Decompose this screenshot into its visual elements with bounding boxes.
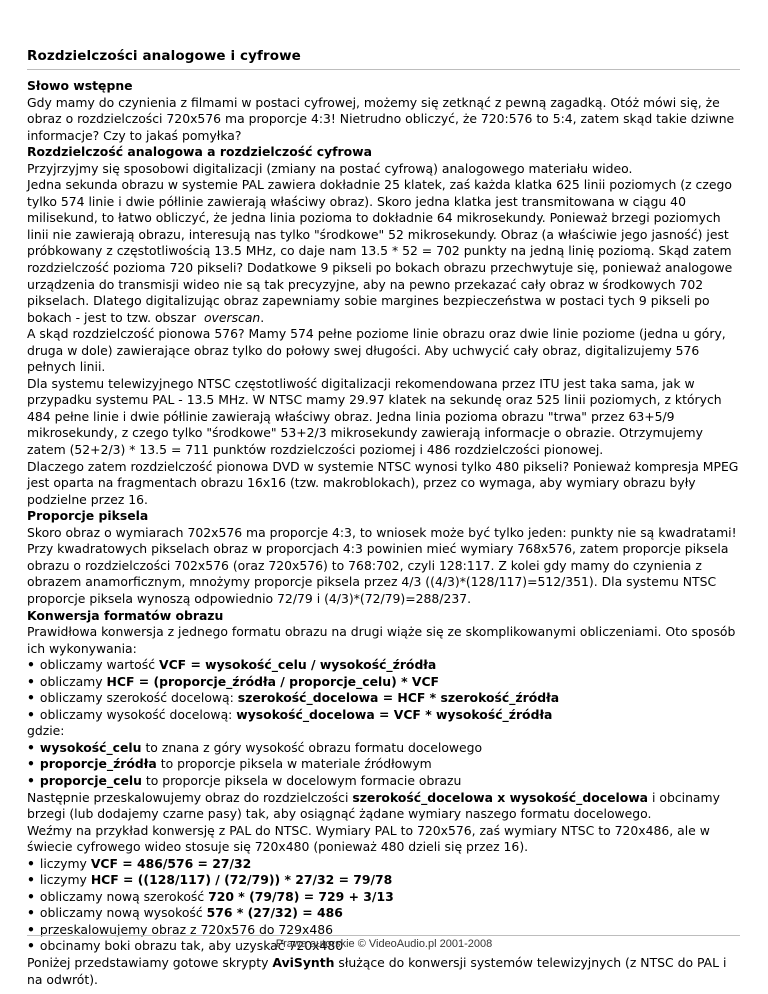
overscan-term: overscan xyxy=(203,309,261,325)
list-item: • proporcje_celu to proporcje piksela w docelowym formacie obrazu xyxy=(27,773,743,790)
page-title: Rozdzielczości analogowe i cyfrowe xyxy=(27,48,301,64)
title-divider xyxy=(27,69,740,70)
conversion-paragraph-2: Następnie przeskalowujemy obraz do rozdzielczości szerokość_docelowa x wysokość_docelowa i obcinamy brzegi (lub dodajemy czarne pasy) tak, aby osiągnąć żądane wymiary naszego formatu docelowego. xyxy=(27,789,720,822)
copyright-footer: Prawa autorskie © VideoAudio.pl 2001-2008 xyxy=(275,938,493,950)
list-item: • liczymy HCF = ((128/117) / (72/79)) * 27/32 = 79/78 xyxy=(27,872,743,889)
analog-paragraph-5: Dlaczego zatem rozdzielczość pionowa DVD w systemie NTSC wynosi tylko 480 pikseli? Ponieważ kompresja MPEG jest oparta na fragmentach obrazu 16x16 (tzw. makroblokach), przez co wymaga, aby wymiary obrazu były podzielne przez 16. xyxy=(27,458,739,507)
avisynth-term: AviSynth xyxy=(272,954,335,970)
document-body xyxy=(27,78,743,988)
conversion-paragraph-3: Weźmy na przykład konwersję z PAL do NTSC. Wymiary PAL to 720x576, zaś wymiary NTSC to 720x486, ale w świecie cyfrowego wideo stosuje się 720x480 (ponieważ 480 dzieli się przez 16). xyxy=(27,822,710,855)
analog-paragraph-2 xyxy=(27,177,743,326)
heading-pixel-aspect: Proporcje piksela xyxy=(27,508,149,524)
list-item: • obliczamy HCF = (proporcje_źródła / proporcje_celu) * VCF xyxy=(27,674,743,691)
analog-paragraph-1: Przyjrzyjmy się sposobowi digitalizacji (zmiany na postać cyfrową) analogowego materiału wideo. xyxy=(27,160,633,176)
list-item: • obliczamy wysokość docelową: wysokość_docelowa = VCF * wysokość_źródła xyxy=(27,707,743,724)
list-item: • wysokość_celu to znana z góry wysokość obrazu formatu docelowego xyxy=(27,740,743,757)
conversion-paragraph-1: Prawidłowa konwersja z jednego formatu obrazu na drugi wiąże się ze skomplikowanymi obliczeniami. Oto sposób ich wykonywania: xyxy=(27,624,736,656)
list-item: • obliczamy wartość VCF = wysokość_celu / wysokość_źródła xyxy=(27,657,743,674)
list-item: • obliczamy nową wysokość 576 * (27/32) = 486 xyxy=(27,905,743,922)
analog-paragraph-2-end: . xyxy=(260,309,265,325)
analog-paragraph-2-text: Jedna sekunda obrazu w systemie PAL zawiera dokładnie 25 klatek, zaś każda klatka 625 linii poziomych (z czego tylko 574 linie i dwie półlinie zawierają właściwy obraz). Skoro jedna klatka jest transmitowana w ciągu 40 milisekund, to łatwo obliczyć, że jedna linia pozioma to dokładnie 64 mikrosekundy. Ponieważ brzegi poziomych linii nie zawierają obrazu, interesują nas tylko "środkowe" 52 mikrosekundy. Obraz (a właściwie jego jasność) jest próbkowany z częstotliwością 13.5 MHz, co daje nam 13.5 * 52 = 702 punkty na jedną linię poziomą. Skąd zatem rozdzielczość pozioma 720 pikseli? Dodatkowe 9 pikseli po bokach obrazu przechwytuje się, ponieważ analogowe urządzenia do transmisji wideo nie są tak precyzyjne, aby na pewno przekazać cały obraz w środkowych 702 pikselach. Dlatego digitalizując obraz zapewniamy sobie margines bezpieczeństwa w postaci tych 9 pikseli po bokach - jest to tzw. obszar xyxy=(27,177,733,325)
heading-analog-digital: Rozdzielczość analogowa a rozdzielczość cyfrowa xyxy=(27,144,372,160)
pixel-aspect-paragraph: Skoro obraz o wymiarach 702x576 ma proporcje 4:3, to wniosek może być tylko jeden: punkty nie są kwadratami! Przy kwadratowych pikselach obraz w proporcjach 4:3 powinien mieć wymiary 768x576, zatem proporcje piksela obrazu o rozdzielczości 702x576 (oraz 720x576) to 768:702, czyli 128:117. Z kolei gdy mamy do czynienia z obrazem anamorficznym, mnożymy proporcje piksela przez 4/3 ((4/3)*(128/117)=512/351). Dla systemu NTSC proporcje piksela wynoszą odpowiednio 72/79 i (4/3)*(72/79)=288/237. xyxy=(27,524,737,606)
conversion-paragraph-4: Poniżej przedstawiamy gotowe skrypty AviSynth służące do konwersji systemów telewizyjnych (z NTSC do PAL i na odwrót). xyxy=(27,954,727,987)
footer-divider xyxy=(27,935,740,936)
heading-conversion: Konwersja formatów obrazu xyxy=(27,607,224,623)
list-item: • proporcje_źródła to proporcje piksela w materiale źródłowym xyxy=(27,756,743,773)
list-item: • obliczamy nową szerokość 720 * (79/78) = 729 + 3/13 xyxy=(27,889,743,906)
list-item: • liczymy VCF = 486/576 = 27/32 xyxy=(27,856,743,873)
where-label: gdzie: xyxy=(27,723,65,739)
analog-paragraph-3: A skąd rozdzielczość pionowa 576? Mamy 574 pełne poziome linie obrazu oraz dwie linie poziome (jedna u góry, druga w dole) zawierające obraz tylko do połowy swej długości. Aby uchwycić cały obraz, digitalizujemy 576 pełnych linii. xyxy=(27,326,726,375)
analog-paragraph-4: Dla systemu telewizyjnego NTSC częstotliwość digitalizacji rekomendowana przez ITU jest taka sama, jak w przypadku systemu PAL - 13.5 MHz. W NTSC mamy 29.97 klatek na sekundę oraz 525 linii poziomych, z których 484 pełne linie i dwie półlinie zawierają właściwy obraz. Jedna linia pozioma obrazu "trwa" przez 63+5/9 mikrosekundy, z czego tylko "środkowe" 53+2/3 mikrosekundy zawierają informacje o obrazie. Otrzymujemy zatem (52+2/3) * 13.5 = 711 punktów rozdzielczości poziomej i 486 rozdzielczości pionowej. xyxy=(27,375,722,458)
list-item: • obcinamy boki obrazu tak, aby uzyskać 720x480 xyxy=(27,938,743,955)
intro-paragraph: Gdy mamy do czynienia z filmami w postaci cyfrowej, możemy się zetknąć z pewną zagadką. Otóż mówi się, że obraz o rozdzielczości 720x576 ma proporcje 4:3! Nietrudno obliczyć, że 720:576 to 5:4, zatem skąd takie dziwne informacje? Czy to jakaś pomyłka? xyxy=(27,94,735,143)
list-item: • obliczamy szerokość docelową: szerokość_docelowa = HCF * szerokość_źródła xyxy=(27,690,743,707)
list-item: • przeskalowujemy obraz z 720x576 do 729x486 xyxy=(27,922,743,939)
heading-intro: Słowo wstępne xyxy=(27,78,133,93)
